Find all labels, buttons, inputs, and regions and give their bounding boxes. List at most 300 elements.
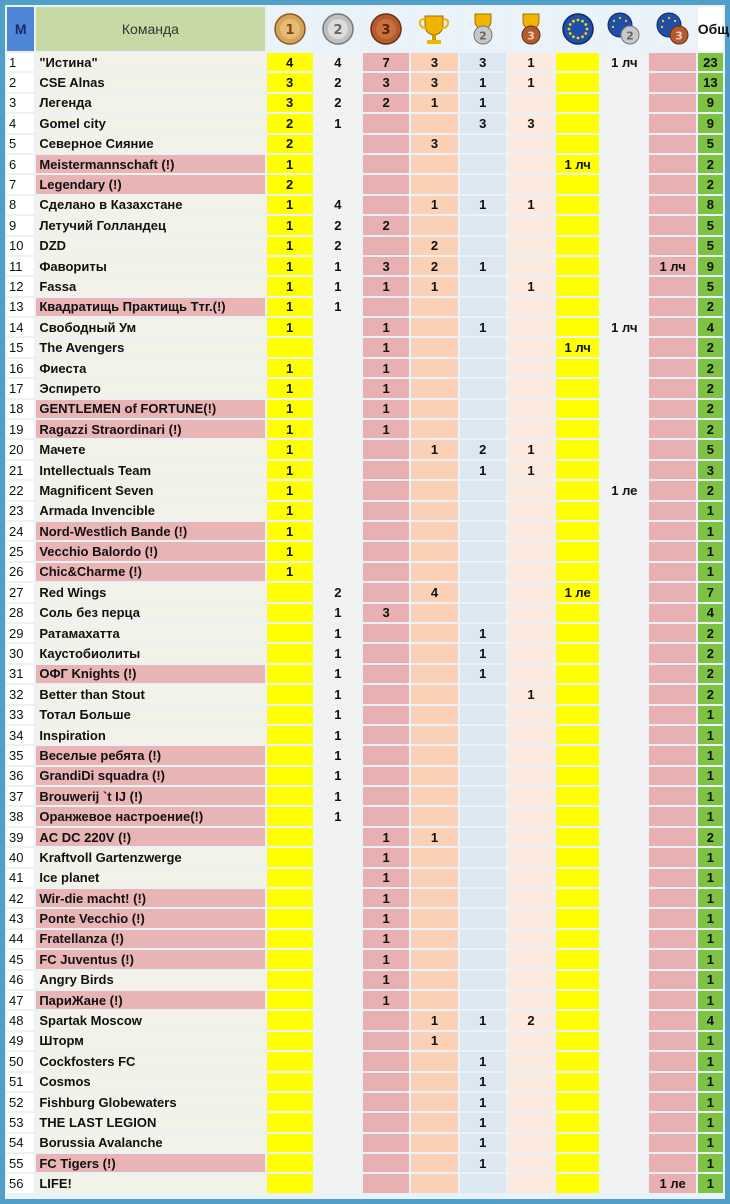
team-name-cell: Magnificent Seven xyxy=(36,481,264,499)
award-cell: 1 ле xyxy=(649,1174,695,1192)
svg-text:3: 3 xyxy=(527,29,535,43)
total-cell: 1 xyxy=(698,869,723,887)
award-cell: 1 xyxy=(508,277,554,295)
award-cell xyxy=(508,1174,554,1192)
euro-silver-icon[interactable] xyxy=(601,7,647,51)
place-cell: 54 xyxy=(7,1134,34,1152)
award-cell: 3 xyxy=(363,257,409,275)
award-cell: 3 xyxy=(267,73,313,91)
award-cell xyxy=(411,1052,457,1070)
award-cell: 1 xyxy=(411,1032,457,1050)
award-cell xyxy=(556,665,599,683)
award-cell xyxy=(411,1073,457,1091)
award-cell xyxy=(267,604,313,622)
team-name-cell: Meistermannschaft (!) xyxy=(36,155,264,173)
award-cell: 1 xyxy=(315,257,361,275)
award-cell xyxy=(601,440,647,458)
table-row xyxy=(7,277,723,295)
award-cell xyxy=(601,971,647,989)
award-cell xyxy=(315,502,361,520)
gold-medal-icon[interactable] xyxy=(267,7,313,51)
award-cell: 3 xyxy=(411,135,457,153)
award-cell: 1 xyxy=(363,991,409,1009)
euro-bronze-icon[interactable] xyxy=(649,7,695,51)
award-cell: 1 xyxy=(363,420,409,438)
award-cell xyxy=(460,155,506,173)
award-cell xyxy=(508,481,554,499)
award-cell xyxy=(601,889,647,907)
award-cell xyxy=(315,869,361,887)
award-cell xyxy=(649,94,695,112)
bronze-cup-icon[interactable] xyxy=(508,7,554,51)
table-row xyxy=(7,991,723,1009)
award-cell: 2 xyxy=(363,94,409,112)
table-row xyxy=(7,379,723,397)
award-cell: 2 xyxy=(363,216,409,234)
award-cell xyxy=(411,644,457,662)
award-cell xyxy=(363,135,409,153)
award-cell xyxy=(601,1154,647,1172)
total-cell: 1 xyxy=(698,971,723,989)
award-cell: 1 xyxy=(315,807,361,825)
award-cell xyxy=(508,318,554,336)
place-cell: 16 xyxy=(7,359,34,377)
award-cell xyxy=(601,114,647,132)
award-cell xyxy=(363,522,409,540)
table-row xyxy=(7,481,723,499)
award-cell xyxy=(601,73,647,91)
award-cell xyxy=(508,1093,554,1111)
place-cell: 4 xyxy=(7,114,34,132)
team-name-cell: Летучий Голландец xyxy=(36,216,264,234)
team-name-cell: Тотал Больше xyxy=(36,706,264,724)
table-row xyxy=(7,767,723,785)
place-cell: 51 xyxy=(7,1073,34,1091)
award-cell xyxy=(649,53,695,71)
award-cell: 1 xyxy=(267,440,313,458)
award-cell xyxy=(363,1011,409,1029)
award-cell xyxy=(649,114,695,132)
award-cell xyxy=(556,1073,599,1091)
award-cell xyxy=(315,440,361,458)
award-cell: 1 xyxy=(315,706,361,724)
award-cell xyxy=(601,400,647,418)
award-cell xyxy=(601,644,647,662)
award-cell: 1 лч xyxy=(601,318,647,336)
award-cell: 1 xyxy=(267,563,313,581)
award-cell xyxy=(363,237,409,255)
svg-text:3: 3 xyxy=(381,23,391,38)
total-header[interactable]: Общ xyxy=(698,7,723,51)
team-name-cell: Chic&Charme (!) xyxy=(36,563,264,581)
table-row xyxy=(7,604,723,622)
table-row xyxy=(7,135,723,153)
award-cell xyxy=(601,787,647,805)
award-cell xyxy=(556,135,599,153)
table-row xyxy=(7,440,723,458)
place-cell: 37 xyxy=(7,787,34,805)
award-cell xyxy=(315,848,361,866)
award-cell xyxy=(649,542,695,560)
team-name-cell: Мачете xyxy=(36,440,264,458)
award-cell xyxy=(460,950,506,968)
award-cell xyxy=(508,1113,554,1131)
award-cell: 3 xyxy=(363,73,409,91)
table-row xyxy=(7,828,723,846)
award-cell xyxy=(411,216,457,234)
award-cell xyxy=(411,175,457,193)
award-cell xyxy=(649,400,695,418)
total-cell: 1 xyxy=(698,909,723,927)
award-cell xyxy=(267,583,313,601)
award-cell xyxy=(315,135,361,153)
total-cell: 2 xyxy=(698,828,723,846)
total-cell: 1 xyxy=(698,563,723,581)
award-cell xyxy=(363,542,409,560)
award-cell xyxy=(460,746,506,764)
award-cell: 1 xyxy=(460,461,506,479)
award-cell xyxy=(411,1154,457,1172)
team-name-cell: Квадратищь Практищь Ттг.(!) xyxy=(36,298,264,316)
award-cell: 1 xyxy=(315,624,361,642)
award-cell xyxy=(601,665,647,683)
award-cell xyxy=(315,155,361,173)
award-cell xyxy=(315,971,361,989)
award-cell: 2 xyxy=(411,257,457,275)
award-cell xyxy=(601,991,647,1009)
award-cell xyxy=(649,1073,695,1091)
award-cell xyxy=(508,848,554,866)
award-cell xyxy=(649,1093,695,1111)
award-cell xyxy=(556,298,599,316)
table-row xyxy=(7,1134,723,1152)
award-cell xyxy=(315,563,361,581)
place-cell: 15 xyxy=(7,338,34,356)
award-cell xyxy=(601,522,647,540)
award-cell: 2 xyxy=(267,135,313,153)
award-cell: 1 xyxy=(267,400,313,418)
award-cell xyxy=(315,461,361,479)
award-cell: 1 ле xyxy=(601,481,647,499)
award-cell xyxy=(508,1073,554,1091)
place-cell: 47 xyxy=(7,991,34,1009)
award-cell xyxy=(315,1073,361,1091)
award-cell xyxy=(508,522,554,540)
award-cell xyxy=(460,542,506,560)
award-cell: 2 xyxy=(315,237,361,255)
place-cell: 35 xyxy=(7,746,34,764)
award-cell: 1 ле xyxy=(556,583,599,601)
award-cell xyxy=(601,930,647,948)
award-cell xyxy=(460,909,506,927)
table-row xyxy=(7,644,723,662)
team-name-cell: Spartak Moscow xyxy=(36,1011,264,1029)
place-cell: 39 xyxy=(7,828,34,846)
award-cell xyxy=(556,175,599,193)
award-cell xyxy=(267,624,313,642)
total-cell: 9 xyxy=(698,257,723,275)
team-name-cell: THE LAST LEGION xyxy=(36,1113,264,1131)
award-cell: 1 xyxy=(363,950,409,968)
table-row xyxy=(7,1113,723,1131)
award-cell xyxy=(411,950,457,968)
place-cell: 21 xyxy=(7,461,34,479)
award-cell xyxy=(508,237,554,255)
total-cell: 2 xyxy=(698,338,723,356)
award-cell xyxy=(363,298,409,316)
award-cell xyxy=(267,746,313,764)
award-cell xyxy=(363,624,409,642)
award-cell xyxy=(508,400,554,418)
silver-medal-icon[interactable] xyxy=(315,7,361,51)
award-cell xyxy=(267,767,313,785)
award-cell xyxy=(460,481,506,499)
bronze-medal-icon[interactable] xyxy=(363,7,409,51)
table-row xyxy=(7,909,723,927)
award-cell xyxy=(460,563,506,581)
award-cell xyxy=(460,767,506,785)
award-cell xyxy=(460,685,506,703)
award-cell xyxy=(601,502,647,520)
award-cell xyxy=(601,257,647,275)
table-row xyxy=(7,930,723,948)
award-cell xyxy=(267,1032,313,1050)
team-name-cell: Шторм xyxy=(36,1032,264,1050)
award-cell xyxy=(315,542,361,560)
award-cell xyxy=(556,1174,599,1192)
award-cell: 1 xyxy=(315,298,361,316)
place-header[interactable]: М xyxy=(7,7,34,51)
award-cell xyxy=(411,400,457,418)
award-cell xyxy=(411,991,457,1009)
award-cell xyxy=(649,440,695,458)
award-cell xyxy=(556,216,599,234)
team-name-cell: Gomel city xyxy=(36,114,264,132)
award-cell xyxy=(508,135,554,153)
award-cell xyxy=(267,1174,313,1192)
award-cell xyxy=(411,624,457,642)
award-cell xyxy=(315,175,361,193)
place-cell: 56 xyxy=(7,1174,34,1192)
award-cell xyxy=(363,1134,409,1152)
award-cell xyxy=(601,1073,647,1091)
award-cell xyxy=(411,522,457,540)
team-name-cell: Brouwerij `t IJ (!) xyxy=(36,787,264,805)
award-cell: 1 xyxy=(267,216,313,234)
award-cell xyxy=(363,114,409,132)
award-cell xyxy=(508,807,554,825)
table-row xyxy=(7,1052,723,1070)
award-cell xyxy=(267,726,313,744)
award-cell xyxy=(508,1052,554,1070)
award-cell: 1 xyxy=(460,1093,506,1111)
award-cell xyxy=(267,828,313,846)
total-cell: 5 xyxy=(698,277,723,295)
place-cell: 13 xyxy=(7,298,34,316)
award-cell: 1 xyxy=(460,1134,506,1152)
total-cell: 1 xyxy=(698,522,723,540)
table-row xyxy=(7,420,723,438)
award-cell xyxy=(649,502,695,520)
table-row xyxy=(7,155,723,173)
award-cell xyxy=(556,950,599,968)
team-name-cell: Сделано в Казахстане xyxy=(36,196,264,214)
table-row xyxy=(7,237,723,255)
team-name-cell: Fassa xyxy=(36,277,264,295)
award-cell xyxy=(556,318,599,336)
place-cell: 6 xyxy=(7,155,34,173)
award-cell xyxy=(508,359,554,377)
award-cell xyxy=(556,1093,599,1111)
place-cell: 12 xyxy=(7,277,34,295)
place-cell: 3 xyxy=(7,94,34,112)
team-name-cell: "Истина" xyxy=(36,53,264,71)
award-cell xyxy=(508,869,554,887)
award-cell xyxy=(508,155,554,173)
award-cell xyxy=(363,502,409,520)
total-cell: 1 xyxy=(698,1113,723,1131)
award-cell xyxy=(508,930,554,948)
award-cell xyxy=(411,1093,457,1111)
award-cell xyxy=(556,828,599,846)
award-cell: 3 xyxy=(267,94,313,112)
award-cell xyxy=(508,828,554,846)
award-cell xyxy=(556,1011,599,1029)
award-cell xyxy=(267,685,313,703)
place-cell: 45 xyxy=(7,950,34,968)
award-cell xyxy=(508,583,554,601)
award-cell: 1 лч xyxy=(556,155,599,173)
award-cell xyxy=(267,665,313,683)
award-cell: 1 xyxy=(460,1052,506,1070)
table-row xyxy=(7,685,723,703)
award-cell: 1 xyxy=(315,746,361,764)
award-cell xyxy=(411,767,457,785)
table-row xyxy=(7,338,723,356)
award-cell xyxy=(508,563,554,581)
award-cell xyxy=(315,889,361,907)
team-name-cell: FC Juventus (!) xyxy=(36,950,264,968)
team-name-cell: Каустобиолиты xyxy=(36,644,264,662)
award-cell: 1 xyxy=(411,440,457,458)
award-cell: 1 xyxy=(315,767,361,785)
award-cell xyxy=(601,583,647,601)
award-cell xyxy=(556,481,599,499)
table-row xyxy=(7,665,723,683)
team-name-cell: Веселые ребята (!) xyxy=(36,746,264,764)
team-name-cell: Intellectuals Team xyxy=(36,461,264,479)
table-row xyxy=(7,461,723,479)
gold-cup-icon[interactable] xyxy=(411,7,457,51)
award-cell: 2 xyxy=(267,175,313,193)
team-header[interactable]: Команда xyxy=(36,7,264,51)
total-cell: 2 xyxy=(698,644,723,662)
award-cell xyxy=(363,440,409,458)
award-cell xyxy=(508,767,554,785)
team-name-cell: Свободный Ум xyxy=(36,318,264,336)
award-cell xyxy=(460,175,506,193)
award-cell xyxy=(267,1154,313,1172)
award-cell xyxy=(601,706,647,724)
award-cell: 1 xyxy=(267,257,313,275)
svg-text:2: 2 xyxy=(478,29,487,43)
award-cell xyxy=(649,73,695,91)
award-cell xyxy=(649,277,695,295)
award-cell xyxy=(601,1113,647,1131)
total-cell: 13 xyxy=(698,73,723,91)
award-cell: 1 лч xyxy=(601,53,647,71)
award-cell xyxy=(601,175,647,193)
award-cell xyxy=(267,1052,313,1070)
award-cell xyxy=(363,726,409,744)
award-cell: 1 xyxy=(460,1113,506,1131)
award-cell xyxy=(315,481,361,499)
award-cell xyxy=(556,563,599,581)
award-cell xyxy=(315,1052,361,1070)
award-cell xyxy=(601,746,647,764)
award-cell xyxy=(649,828,695,846)
award-cell: 1 xyxy=(315,114,361,132)
award-cell xyxy=(601,828,647,846)
table-row xyxy=(7,971,723,989)
award-cell: 3 xyxy=(411,73,457,91)
award-cell xyxy=(267,1073,313,1091)
award-cell xyxy=(601,563,647,581)
total-cell: 1 xyxy=(698,746,723,764)
silver-cup-icon[interactable] xyxy=(460,7,506,51)
total-cell: 1 xyxy=(698,542,723,560)
award-cell xyxy=(411,746,457,764)
award-cell xyxy=(649,359,695,377)
award-cell xyxy=(460,889,506,907)
award-cell xyxy=(556,930,599,948)
table-row xyxy=(7,114,723,132)
award-cell xyxy=(411,726,457,744)
award-cell xyxy=(556,767,599,785)
award-cell xyxy=(601,807,647,825)
award-cell: 3 xyxy=(460,114,506,132)
award-cell: 4 xyxy=(315,196,361,214)
award-cell xyxy=(315,420,361,438)
team-name-cell: Angry Birds xyxy=(36,971,264,989)
award-cell xyxy=(556,889,599,907)
place-cell: 14 xyxy=(7,318,34,336)
award-cell xyxy=(649,604,695,622)
table-row xyxy=(7,298,723,316)
award-cell xyxy=(315,950,361,968)
award-cell xyxy=(556,114,599,132)
award-cell xyxy=(601,767,647,785)
place-cell: 8 xyxy=(7,196,34,214)
team-name-cell: Inspiration xyxy=(36,726,264,744)
award-cell xyxy=(267,869,313,887)
award-cell xyxy=(460,522,506,540)
award-cell xyxy=(649,1154,695,1172)
award-cell xyxy=(649,563,695,581)
euro-cup-icon[interactable] xyxy=(556,7,599,51)
place-cell: 41 xyxy=(7,869,34,887)
award-cell xyxy=(556,1154,599,1172)
award-cell xyxy=(508,665,554,683)
award-cell xyxy=(363,767,409,785)
team-name-cell: ПариЖане (!) xyxy=(36,991,264,1009)
award-cell xyxy=(649,1113,695,1131)
place-cell: 33 xyxy=(7,706,34,724)
total-cell: 5 xyxy=(698,216,723,234)
table-row xyxy=(7,522,723,540)
team-name-cell: Фавориты xyxy=(36,257,264,275)
award-cell xyxy=(411,971,457,989)
